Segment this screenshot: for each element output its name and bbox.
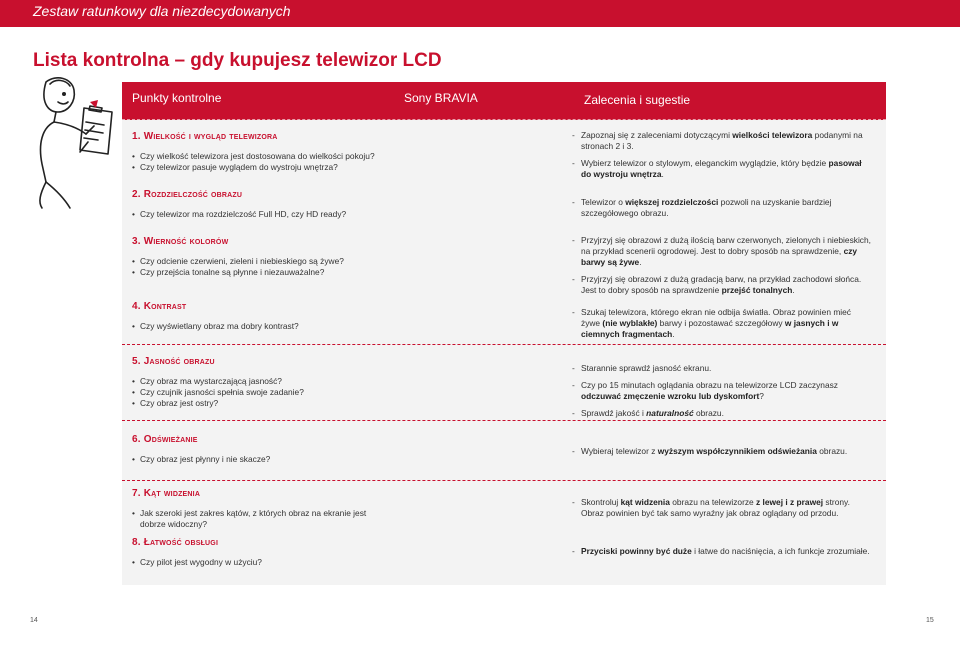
section-number: 7. <box>132 488 141 499</box>
section-resolution <box>132 188 562 220</box>
recommendations-contrast <box>572 307 872 346</box>
question-item: • Czy czujnik jasności spełnia swoje zadanie? <box>132 387 562 398</box>
recommendations-brightness <box>572 363 872 425</box>
section-brightness <box>132 355 562 409</box>
section-title: Kąt widzenia <box>143 488 201 499</box>
section-title: Kontrast <box>143 301 187 312</box>
recommendations-usability <box>572 546 872 563</box>
recommendation-item: - Starannie sprawdź jasność ekranu. <box>572 363 872 374</box>
column-header-sony: Sony BRAVIA <box>404 91 478 105</box>
section-title: Łatwość obsługi <box>143 537 219 548</box>
question-item: • Czy obraz jest ostry? <box>132 398 562 409</box>
question-item: • Czy odcienie czerwieni, zieleni i niebieskiego są żywe? <box>132 256 562 267</box>
question-item: • Czy wyświetlany obraz ma dobry kontrast? <box>132 321 562 332</box>
recommendation-item: - Przyciski powinny być duże i łatwe do naciśnięcia, a ich funkcje zrozumiałe. <box>572 546 872 557</box>
page-title: Lista kontrolna – gdy kupujesz telewizor LCD <box>33 50 442 71</box>
person-with-clipboard-icon <box>28 72 128 212</box>
section-title: Rozdzielczość obrazu <box>143 189 243 200</box>
recommendation-item: - Zapoznaj się z zaleceniami dotyczącymi wielkości telewizora podanymi na stronach 2 i 3. <box>572 130 872 152</box>
section-title: Wierność kolorów <box>143 236 229 247</box>
question-item: • Jak szeroki jest zakres kątów, z których obraz na ekranie jest dobrze widoczny? <box>132 508 392 530</box>
section-number: 2. <box>132 189 141 200</box>
question-item: • Czy obraz ma wystarczającą jasność? <box>132 376 562 387</box>
question-list <box>132 454 562 465</box>
section-color-fidelity <box>132 235 562 278</box>
question-list <box>132 209 562 220</box>
question-item: • Czy pilot jest wygodny w użyciu? <box>132 557 562 568</box>
page-number-left: 14 <box>30 617 38 624</box>
recommendation-item: - Wybierz telewizor o stylowym, eleganckim wyglądzie, który będzie pasował do wystroju wnętrza. <box>572 158 872 180</box>
recommendations-refresh <box>572 446 872 463</box>
recommendation-item: - Sprawdź jakość i naturalność obrazu. <box>572 408 872 419</box>
page-number-right: 15 <box>926 617 934 624</box>
recommendation-item: - Skontroluj kąt widzenia obrazu na telewizorze z lewej i z prawej strony. Obraz powinien być tak samo wyraźny jak obraz oglądany od przodu. <box>572 497 872 519</box>
column-header-recommendations: Zalecenia i sugestie <box>584 93 691 107</box>
recommendations-size <box>572 130 872 186</box>
row-divider <box>122 480 886 481</box>
section-title: Odświeżanie <box>143 434 198 445</box>
recommendation-item: - Telewizor o większej rozdzielczości pozwoli na uzyskanie bardziej szczegółowego obrazu. <box>572 197 872 219</box>
section-number: 3. <box>132 236 141 247</box>
table-header <box>122 82 886 120</box>
column-header-checkpoints: Punkty kontrolne <box>132 91 222 105</box>
section-number: 5. <box>132 356 141 367</box>
section-number: 4. <box>132 301 141 312</box>
section-viewing-angle <box>132 487 392 530</box>
banner-title: Zestaw ratunkowy dla niezdecydowanych <box>33 3 291 19</box>
section-number: 8. <box>132 537 141 548</box>
section-number: 1. <box>132 131 141 142</box>
section-ease-of-use <box>132 536 562 568</box>
question-list <box>132 151 562 173</box>
section-title: Jasność obrazu <box>143 356 215 367</box>
question-list <box>132 376 562 409</box>
section-title: Wielkość i wygląd telewizora <box>143 131 278 142</box>
question-item: • Czy obraz jest płynny i nie skacze? <box>132 454 562 465</box>
section-contrast <box>132 300 562 332</box>
recommendations-resolution <box>572 197 872 225</box>
question-item: • Czy przejścia tonalne są płynne i niezauważalne? <box>132 267 562 278</box>
question-item: • Czy telewizor pasuje wyglądem do wystroju wnętrza? <box>132 162 562 173</box>
recommendations-angle <box>572 497 872 525</box>
section-size-design <box>132 130 562 173</box>
question-list <box>132 508 392 530</box>
top-banner <box>0 0 960 27</box>
recommendation-item: - Czy po 15 minutach oglądania obrazu na telewizorze LCD zaczynasz odczuwać zmęczenie wzroku lub dyskomfort? <box>572 380 872 402</box>
recommendation-item: - Przyjrzyj się obrazowi z dużą ilością barw czerwonych, zielonych i niebieskich, na przykład scenerii ogrodowej. Jest to dobry sposób na sprawdzenie, czy barwy są żywe. <box>572 235 872 268</box>
recommendation-item: - Przyjrzyj się obrazowi z dużą gradacją barw, na przykład zachodowi słońca. Jest to dobry sposób na sprawdzenie przejść tonalnych. <box>572 274 872 296</box>
question-list <box>132 321 562 332</box>
recommendation-item: - Szukaj telewizora, którego ekran nie odbija światła. Obraz powinien mieć żywe (nie wyblakłe) barwy i pozostawać szczegółowy w jasnych i w ciemnych fragmentach. <box>572 307 872 340</box>
question-item: • Czy wielkość telewizora jest dostosowana do wielkości pokoju? <box>132 151 562 162</box>
section-refresh <box>132 433 562 465</box>
question-list <box>132 256 562 278</box>
question-item: • Czy telewizor ma rozdzielczość Full HD, czy HD ready? <box>132 209 562 220</box>
recommendations-color <box>572 235 872 302</box>
recommendation-item: - Wybieraj telewizor z wyższym współczynnikiem odświeżania obrazu. <box>572 446 872 457</box>
question-list <box>132 557 562 568</box>
section-number: 6. <box>132 434 141 445</box>
